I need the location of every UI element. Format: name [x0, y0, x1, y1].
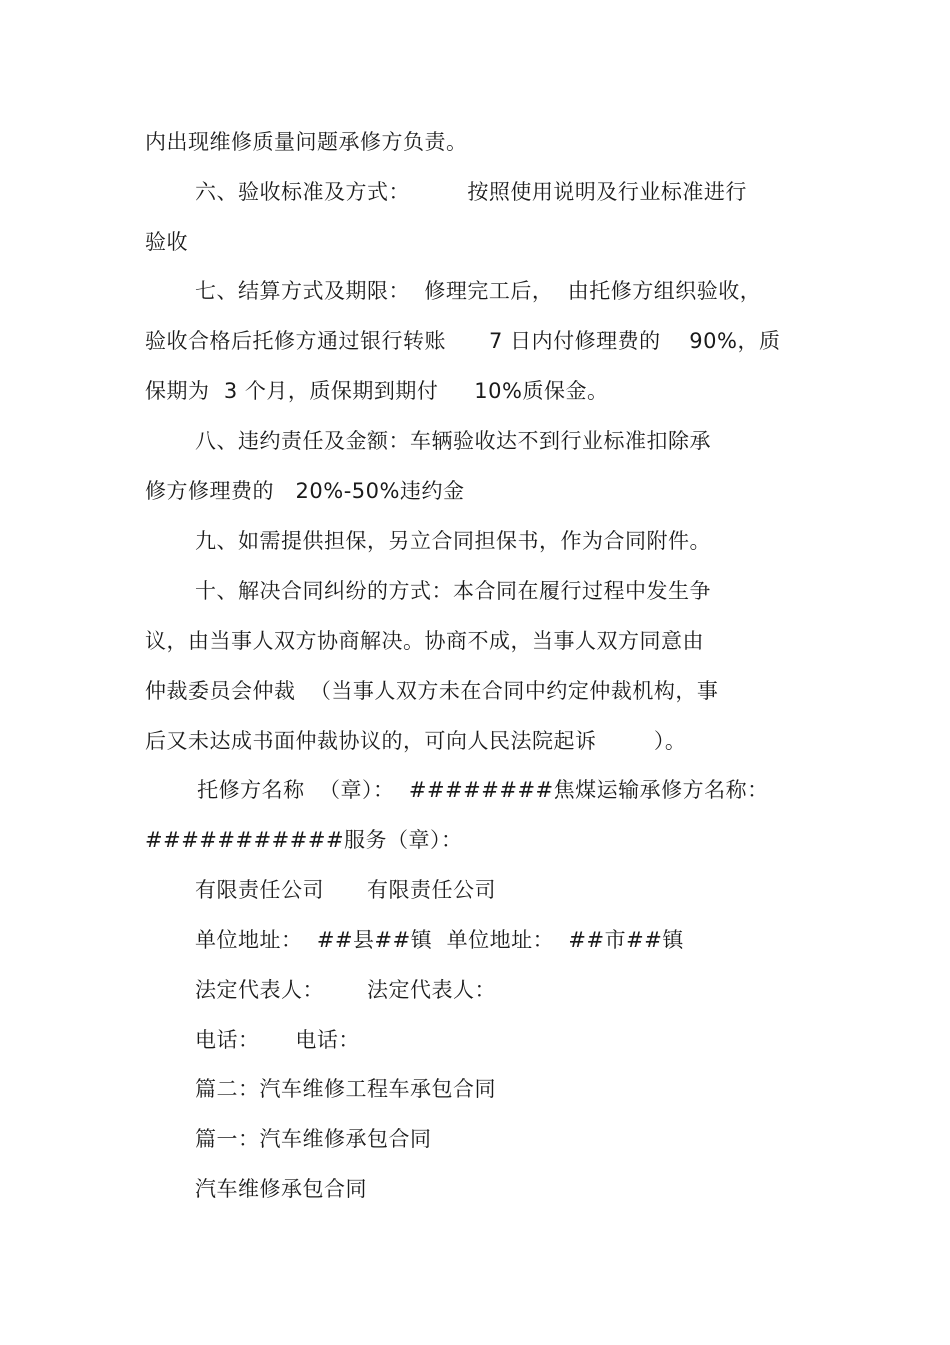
text-line: 篇二：汽车维修工程车承包合同	[195, 1077, 496, 1101]
text-line: 修方修理费的 20%-50%违约金	[145, 479, 465, 503]
text-line: 议，由当事人双方协商解决。协商不成，当事人双方同意由	[145, 629, 704, 653]
text-line: 汽车维修承包合同	[195, 1177, 367, 1201]
text-line: ###########服务（章）：	[145, 828, 463, 852]
text-line: 仲裁委员会仲裁 （当事人双方未在合同中约定仲裁机构，事	[145, 679, 719, 703]
text-line: 六、验收标准及方式： 按照使用说明及行业标准进行	[195, 180, 747, 204]
text-line: 十、解决合同纠纷的方式：本合同在履行过程中发生争	[195, 579, 711, 603]
text-line: 篇一：汽车维修承包合同	[195, 1127, 432, 1151]
text-line: 电话： 电话：	[195, 1028, 360, 1052]
text-line: 内出现维修质量问题承修方负责。	[145, 130, 468, 154]
text-line: 法定代表人： 法定代表人：	[195, 978, 497, 1002]
text-line: 七、结算方式及期限： 修理完工后， 由托修方组织验收，	[195, 279, 762, 303]
text-line: 验收合格后托修方通过银行转账 7 日内付修理费的 90%，质	[145, 329, 781, 353]
text-line: 单位地址： ##县##镇 单位地址： ##市##镇	[195, 928, 684, 952]
text-line: 八、违约责任及金额：车辆验收达不到行业标准扣除承	[195, 429, 711, 453]
text-line: 后又未达成书面仲裁协议的，可向人民法院起诉 ）。	[145, 729, 687, 753]
text-line: 验收	[145, 230, 188, 254]
text-line: 保期为 3 个月，质保期到期付 10%质保金。	[145, 379, 609, 403]
text-line: 有限责任公司 有限责任公司	[195, 878, 497, 902]
text-line: 托修方名称 （章）： ########焦煤运输承修方名称：	[190, 778, 769, 802]
text-line: 九、如需提供担保，另立合同担保书，作为合同附件。	[195, 529, 711, 553]
